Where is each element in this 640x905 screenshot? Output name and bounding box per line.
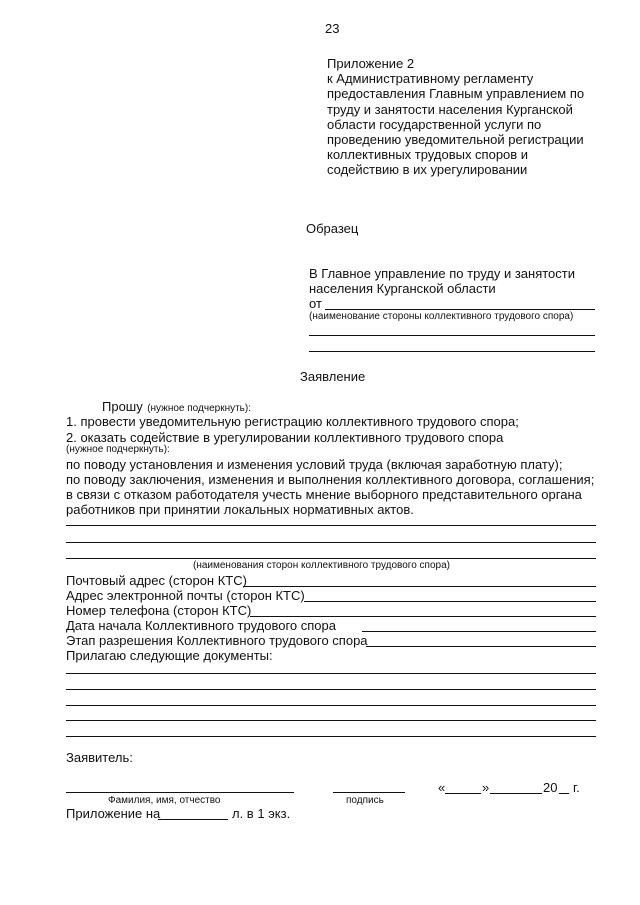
document-heading: Заявление xyxy=(300,369,366,384)
year-prefix: 20 xyxy=(543,780,558,795)
addressee-line-2: населения Курганской области xyxy=(309,281,496,296)
parties-caption: (наименования сторон коллективного трудового спора) xyxy=(193,560,450,571)
appendix-line: труду и занятости населения Курганской xyxy=(327,101,573,117)
signature-line[interactable] xyxy=(333,792,405,793)
reason-3-line-1: в связи с отказом работодателя учесть мнение выборного представительного органа xyxy=(66,487,582,502)
from-caption: (наименование стороны коллективного трудового спора) xyxy=(309,311,574,322)
appendix-header xyxy=(327,56,584,178)
appendix-line: содействию в их урегулировании xyxy=(327,162,528,178)
stage-label: Этап разрешения Коллективного трудового спора xyxy=(66,633,368,648)
blank-line[interactable] xyxy=(66,705,596,706)
start-date-label: Дата начала Коллективного трудового спора xyxy=(66,618,336,633)
name-line[interactable] xyxy=(66,792,294,793)
postal-address-line[interactable] xyxy=(243,586,596,587)
request-item-2-note: (нужное подчеркнуть): xyxy=(66,444,170,455)
request-item-2: 2. оказать содействие в урегулировании коллективного трудового спора xyxy=(66,430,504,445)
request-intro-note: (нужное подчеркнуть): xyxy=(147,403,251,414)
start-date-line[interactable] xyxy=(362,631,596,632)
stage-line[interactable] xyxy=(366,646,596,647)
blank-line[interactable] xyxy=(66,736,596,737)
appendix-line: проведению уведомительной регистрации xyxy=(327,132,584,148)
date-open-quote: « xyxy=(438,780,446,795)
blank-line[interactable] xyxy=(66,673,596,674)
from-field-line[interactable] xyxy=(325,309,595,310)
year-line[interactable] xyxy=(559,793,569,794)
appendix-line: предоставления Главным управлением по xyxy=(327,86,585,102)
attachments-label: Прилагаю следующие документы: xyxy=(66,648,273,663)
email-label: Адрес электронной почты (сторон КТС) xyxy=(66,588,305,603)
month-line[interactable] xyxy=(490,793,542,794)
appendix-line: коллективных трудовых споров и xyxy=(327,147,529,163)
phone-line[interactable] xyxy=(250,616,596,617)
request-item-1: 1. провести уведомительную регистрацию коллективного трудового спора; xyxy=(66,414,519,429)
sample-label: Образец xyxy=(306,221,359,236)
applicant-label: Заявитель: xyxy=(66,750,133,765)
blank-line[interactable] xyxy=(66,542,596,543)
email-line[interactable] xyxy=(304,601,596,602)
appendix-line: области государственной услуги по xyxy=(327,116,542,132)
blank-line[interactable] xyxy=(309,335,595,336)
reason-3-line-2: работников при принятии локальных нормативных актов. xyxy=(66,502,414,517)
from-label: от xyxy=(309,296,322,311)
blank-line[interactable] xyxy=(66,689,596,690)
pages-count-line[interactable] xyxy=(158,819,228,820)
year-suffix: г. xyxy=(573,780,580,795)
appendix-title: Приложение 2 xyxy=(327,56,415,71)
date-close-quote: » xyxy=(482,780,490,795)
request-intro-text: Прошу xyxy=(102,399,143,414)
blank-line[interactable] xyxy=(309,351,595,352)
phone-label: Номер телефона (сторон КТС) xyxy=(66,603,252,618)
blank-line[interactable] xyxy=(66,525,596,526)
reason-1: по поводу установления и изменения условий труда (включая заработную плату); xyxy=(66,457,563,472)
day-line[interactable] xyxy=(445,793,481,794)
blank-line[interactable] xyxy=(66,720,596,721)
addressee-line-1: В Главное управление по труду и занятости xyxy=(309,266,575,281)
reason-2: по поводу заключения, изменения и выполнения коллективного договора, соглашения; xyxy=(66,472,595,487)
blank-line[interactable] xyxy=(66,558,596,559)
footer-suffix: л. в 1 экз. xyxy=(232,806,291,821)
page-number: 23 xyxy=(325,21,340,36)
footer-prefix: Приложение на xyxy=(66,806,161,821)
signature-caption: подпись xyxy=(346,795,384,806)
name-caption: Фамилия, имя, отчество xyxy=(108,795,221,806)
postal-address-label: Почтовый адрес (сторон КТС) xyxy=(66,573,247,588)
appendix-line: к Административному регламенту xyxy=(327,71,534,87)
